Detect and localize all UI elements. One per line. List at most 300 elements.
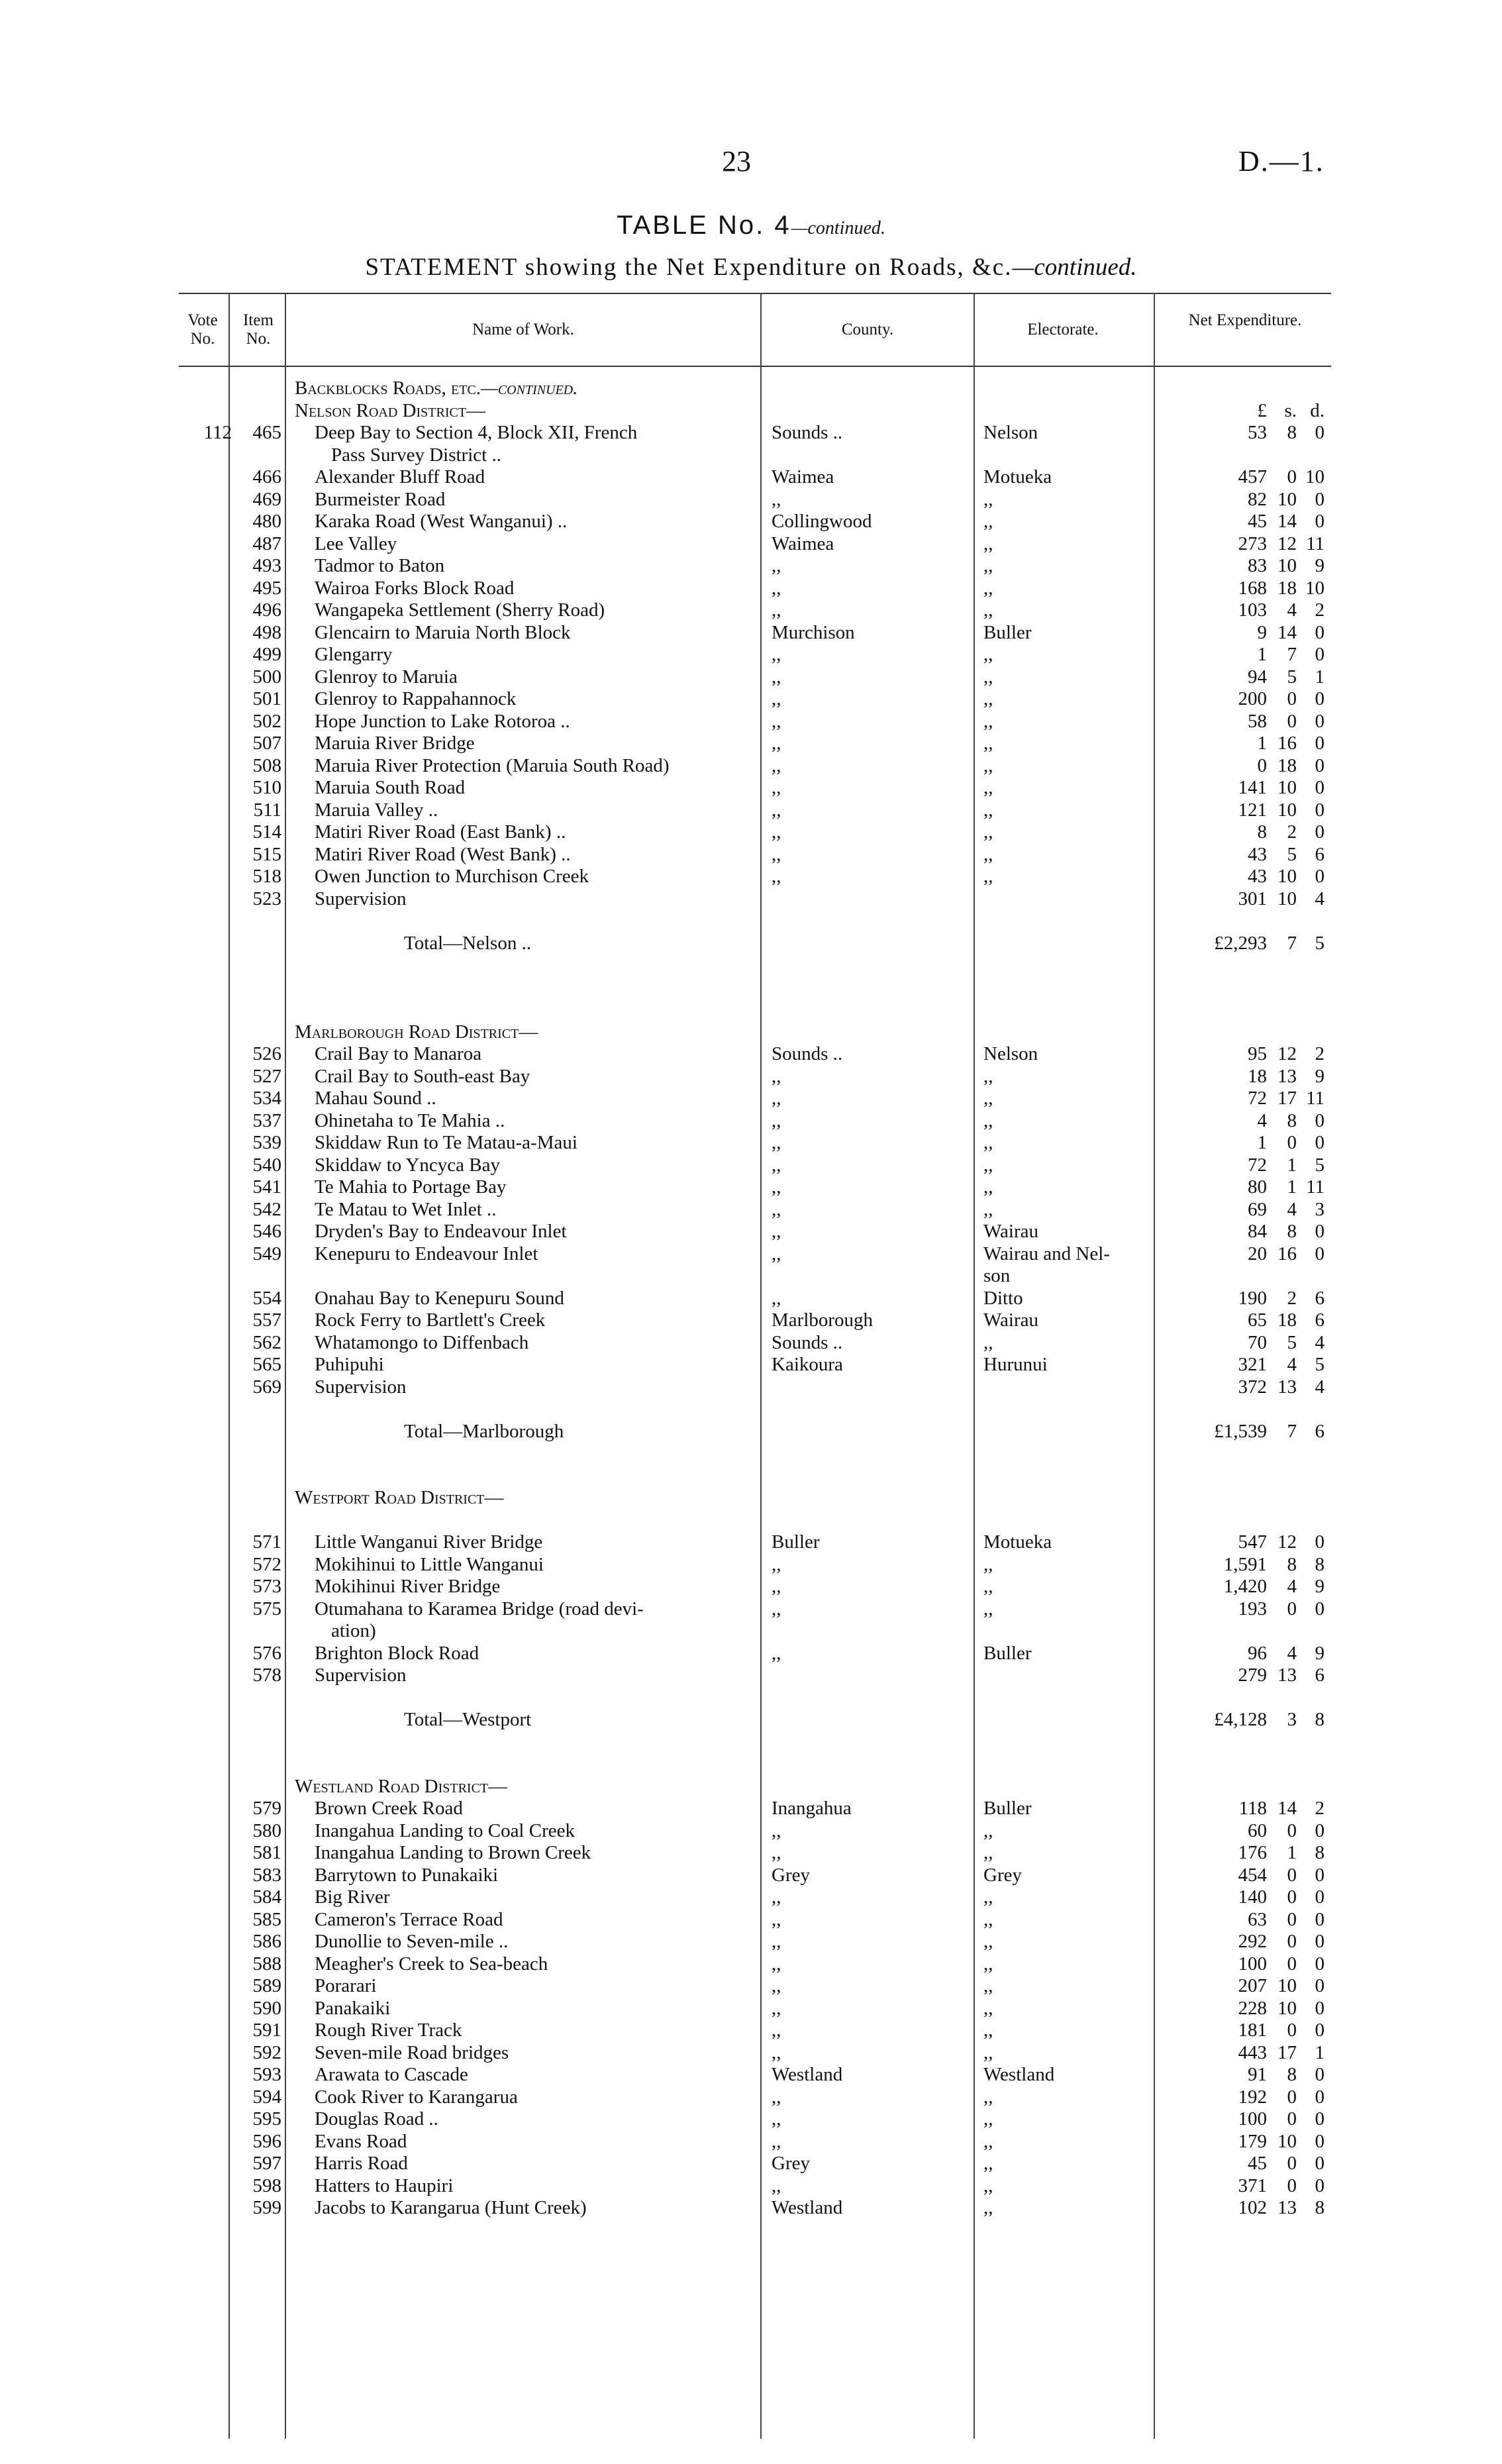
work-name: Owen Junction to Murchison Creek [315,866,589,887]
section-heading: Westland Road District— [295,1775,508,1797]
work-name: Pass Survey District .. [331,444,501,466]
table-row [179,844,1331,866]
pounds-value: 100 [1238,2108,1267,2130]
pounds-value: £4,128 [1214,1709,1267,1730]
county-cell: ,, [772,2041,781,2063]
shillings-value: 10 [1277,555,1297,576]
item-number: 588 [252,1953,281,1975]
pounds-value: 140 [1238,1886,1267,1908]
shillings-value: 0 [1287,1864,1297,1886]
electorate-cell: ,, [983,1553,993,1575]
county-cell: Waimea [772,533,834,554]
shillings-value: 4 [1287,599,1297,621]
pence-value: 0 [1315,1109,1325,1131]
pence-value: 0 [1315,2108,1325,2130]
net-expenditure-cell [1192,866,1325,888]
table-row [179,578,1331,599]
item-number: 586 [252,1931,281,1952]
table-row [179,755,1331,777]
net-expenditure-cell [1192,422,1325,444]
table-title [0,211,1502,240]
county-cell: Kaikoura [772,1354,843,1375]
pence-value: 4 [1315,1331,1325,1353]
county-cell: ,, [772,843,781,865]
pence-value: 0 [1315,754,1325,776]
table-row [179,1088,1331,1109]
pence-value: 0 [1315,1931,1325,1952]
pence-value: 0 [1315,422,1325,443]
item-number: 593 [252,2064,281,2085]
work-name: Little Wanganui River Bridge [315,1531,543,1553]
table-row [179,1842,1331,1864]
pounds-value: 321 [1238,1354,1267,1375]
table-row [179,444,1331,466]
item-number: 572 [252,1553,281,1575]
county-cell: ,, [772,1997,781,2019]
work-name: Supervision [315,888,407,909]
electorate-cell: ,, [983,754,993,776]
county-cell: ,, [772,1576,781,1597]
pence-value: 2 [1315,1798,1325,1819]
electorate-cell: Ditto [983,1287,1023,1309]
pounds-value: 292 [1238,1931,1267,1952]
pounds-value: 69 [1248,1198,1267,1220]
shillings-value: 0 [1287,1953,1297,1975]
section-heading-row [179,1021,1331,1043]
net-expenditure-cell [1192,1665,1325,1686]
county-cell: ,, [772,1287,781,1309]
item-number: 534 [252,1088,281,1109]
work-name: Burmeister Road [315,488,446,510]
pounds-value: 95 [1248,1043,1267,1064]
shillings-value: 8 [1287,422,1297,443]
work-name: Barrytown to Punakaiki [315,1864,499,1886]
pounds-value: 192 [1238,2086,1267,2108]
item-number: 585 [252,1908,281,1930]
section-heading-row [179,378,1331,399]
item-number: 580 [252,1820,281,1841]
item-number: 590 [252,1997,281,2019]
pence-value: 2 [1315,599,1325,621]
table-row [179,2197,1331,2219]
net-expenditure-cell [1192,1709,1325,1731]
electorate-cell: ,, [983,1820,993,1841]
pence-value: 0 [1315,621,1325,643]
pounds-value: 193 [1238,1598,1267,1619]
spacer-row [179,1510,1331,1531]
table-row [179,599,1331,621]
pence-value: 10 [1305,466,1325,488]
electorate-cell: ,, [983,821,993,843]
net-expenditure-cell [1192,1421,1325,1443]
county-cell: ,, [772,866,781,887]
item-number: 480 [252,511,281,532]
table-row [179,2131,1331,2153]
work-name: Matiri River Road (East Bank) .. [315,821,566,843]
pence-value: 0 [1315,2130,1325,2152]
net-expenditure-cell [1192,1576,1325,1598]
item-number: 546 [252,1221,281,1242]
item-number: 557 [252,1309,281,1331]
pounds-value: 547 [1238,1531,1267,1553]
work-name: Onahau Bay to Kenepuru Sound [315,1287,564,1309]
electorate-cell: ,, [983,843,993,865]
pence-value: 9 [1315,1642,1325,1664]
work-name: Dunollie to Seven-mile .. [315,1931,509,1952]
net-expenditure-cell [1192,1598,1325,1620]
pounds-value: 179 [1238,2130,1267,2152]
shillings-value: 18 [1277,1309,1297,1331]
table-row [179,1975,1331,1997]
item-number: 554 [252,1287,281,1309]
shillings-value: 13 [1277,1376,1297,1398]
work-name: Cook River to Karangarua [315,2086,518,2108]
pounds-value: 1 [1257,1132,1267,1153]
pence-value: 0 [1315,688,1325,709]
electorate-cell: ,, [983,2108,993,2130]
net-expenditure-cell [1192,1953,1325,1975]
shillings-value: 7 [1287,1420,1297,1442]
pounds-value: 96 [1248,1642,1267,1664]
shillings-value: 14 [1277,1798,1297,1819]
net-expenditure-cell [1192,1199,1325,1221]
electorate-cell: ,, [983,1154,993,1176]
electorate-cell: ,, [983,1576,993,1597]
net-expenditure-cell [1192,1243,1325,1265]
pence-value: 0 [1315,1243,1325,1264]
pounds-value: 43 [1248,843,1267,865]
shillings-value: 8 [1287,1109,1297,1131]
pence-value: 0 [1315,821,1325,843]
pence-value: 5 [1315,932,1325,954]
pence-value: 0 [1315,777,1325,798]
net-expenditure-cell [1192,511,1325,533]
county-cell: ,, [772,1132,781,1153]
table-title-continued: —continued. [791,218,885,238]
work-name: Rough River Track [315,2020,462,2041]
pounds-value: 4 [1257,1109,1267,1131]
pounds-value: 176 [1238,1842,1267,1863]
county-cell: Grey [772,2153,810,2174]
pounds-value: 20 [1248,1243,1267,1264]
county-cell: Waimea [772,466,834,488]
pence-value: 8 [1315,2197,1325,2218]
work-name: Crail Bay to Manaroa [315,1043,482,1064]
table-row [179,2175,1331,2197]
table-row [179,489,1331,511]
county-cell: Murchison [772,621,855,643]
spacer-row [179,1731,1331,1753]
pounds-value: 94 [1248,666,1267,688]
section-heading: Backblocks Roads, etc.—continued. [295,378,578,399]
pounds-value: 83 [1248,555,1267,576]
shillings-value: 14 [1277,621,1297,643]
shillings-value: 10 [1277,866,1297,887]
pounds-value: 53 [1248,422,1267,443]
work-name: Glengarry [315,644,393,665]
shillings-value: 1 [1287,1154,1297,1176]
pence-value: 0 [1315,866,1325,887]
net-expenditure-cell [1192,2064,1325,2086]
item-number: 578 [252,1665,281,1686]
table-row [179,1998,1331,2020]
pounds-value: 207 [1238,1975,1267,1996]
electorate-cell: Nelson [983,422,1038,443]
shillings-value: 10 [1277,1997,1297,2019]
county-cell: ,, [772,1243,781,1264]
work-name: Brown Creek Road [315,1798,463,1819]
net-expenditure-cell [1192,933,1325,954]
work-name: Skiddaw Run to Te Matau-a-Maui [315,1132,577,1153]
pounds-value: 72 [1248,1088,1267,1109]
county-cell: ,, [772,2108,781,2130]
shillings-value: 17 [1277,1088,1297,1109]
table-row [179,1110,1331,1132]
pounds-value: 372 [1238,1376,1267,1398]
item-number: 495 [252,577,281,599]
subtitle-main: STATEMENT showing the Net Expenditure on Roads, &c. [365,254,1013,281]
pounds-value: 200 [1238,688,1267,709]
net-expenditure-cell [1192,1221,1325,1243]
work-name: Inangahua Landing to Brown Creek [315,1842,591,1863]
electorate-cell: ,, [983,511,993,532]
item-number: 511 [253,799,281,821]
pounds-value: 121 [1238,799,1267,821]
table-row [179,799,1331,821]
spacer-row [179,1398,1331,1420]
section-heading-row [179,1487,1331,1509]
shillings-value: 12 [1277,1043,1297,1064]
county-cell: ,, [772,2130,781,2152]
net-expenditure-cell [1192,555,1325,577]
net-expenditure-cell [1192,1909,1325,1931]
item-number: 569 [252,1376,281,1398]
shillings-value: 10 [1277,2130,1297,2152]
county-cell: ,, [772,1088,781,1109]
col-header-name: Name of Work. [472,321,574,338]
electorate-cell: ,, [983,2130,993,2152]
shillings-value: 2 [1287,1287,1297,1309]
item-number: 594 [252,2086,281,2108]
county-cell: ,, [772,577,781,599]
work-name: Te Matau to Wet Inlet .. [315,1198,497,1220]
pence-value: 0 [1315,2153,1325,2174]
shillings-value: 10 [1277,488,1297,510]
work-name: Ohinetaha to Te Mahia .. [315,1109,505,1131]
total-label: Total—Nelson .. [404,932,532,954]
net-expenditure-cell [1192,1376,1325,1398]
net-expenditure-cell [1192,2086,1325,2108]
shillings-value: 8 [1287,2064,1297,2085]
shillings-value: 16 [1277,1243,1297,1264]
pounds-value: 301 [1238,888,1267,909]
work-name: Deep Bay to Section 4, Block XII, French [315,422,638,443]
col-header-county: County. [841,321,894,338]
spacer-row [179,1753,1331,1775]
table-row [179,1043,1331,1065]
table-row [179,2064,1331,2086]
pence-value: 6 [1315,1420,1325,1442]
net-expenditure-cell [1192,888,1325,910]
net-expenditure-cell [1192,1043,1325,1065]
net-expenditure-cell [1192,1088,1325,1109]
electorate-cell: Grey [983,1864,1022,1886]
electorate-cell: ,, [983,1598,993,1619]
item-number: 501 [252,688,281,709]
item-number: 510 [252,777,281,798]
pence-value: 5 [1315,1154,1325,1176]
work-name: Supervision [315,1376,407,1398]
table-row [179,511,1331,533]
net-expenditure-cell [1192,733,1325,754]
spacer-row [179,977,1331,999]
pounds-value: 65 [1248,1309,1267,1331]
table-row [179,1354,1331,1376]
net-expenditure-cell [1192,599,1325,621]
net-expenditure-cell [1192,1931,1325,1953]
pounds-value: 279 [1238,1665,1267,1686]
pounds-value: 141 [1238,777,1267,798]
work-name: Glencairn to Maruia North Block [315,621,571,643]
pounds-value: 103 [1238,599,1267,621]
table-row [179,1576,1331,1598]
pence-value: 0 [1315,799,1325,821]
net-expenditure-cell [1192,1798,1325,1820]
table-row [179,1909,1331,1931]
pence-value: 6 [1315,1309,1325,1331]
item-number: 599 [252,2197,281,2218]
item-number: 469 [252,488,281,510]
shillings-value: 0 [1287,710,1297,732]
electorate-cell: ,, [983,799,993,821]
pence-value: 8 [1315,1842,1325,1863]
section-heading-row [179,400,1331,422]
pence-value: 4 [1315,1376,1325,1398]
county-cell: ,, [772,799,781,821]
county-cell: ,, [772,1176,781,1198]
electorate-cell: ,, [983,2020,993,2041]
total-label: Total—Westport [404,1709,532,1730]
pence-value: 0 [1315,1997,1325,2019]
shillings-value: 13 [1277,1665,1297,1686]
work-name: Seven-mile Road bridges [315,2041,509,2063]
table-row [179,1865,1331,1886]
spacer-row [179,1465,1331,1487]
table-row [179,1665,1331,1686]
shillings-value: 4 [1287,1354,1297,1375]
pounds-value: 72 [1248,1154,1267,1176]
pounds-value: 190 [1238,1287,1267,1309]
pence-value: 6 [1315,843,1325,865]
table-row [179,1221,1331,1243]
item-number: 565 [252,1354,281,1375]
county-cell: Inangahua [772,1798,852,1819]
electorate-cell: ,, [983,2175,993,2196]
shillings-value: 17 [1277,2041,1297,2063]
pounds-value: 371 [1238,2175,1267,2196]
pence-value: 8 [1315,1709,1325,1730]
table-row [179,1931,1331,1953]
header-top-rule [179,293,1331,294]
electorate-cell: ,, [983,733,993,754]
pounds-value: 82 [1248,488,1267,510]
shillings-value: 4 [1287,1576,1297,1597]
vote-number: 112 [203,422,232,443]
county-cell: ,, [772,2175,781,2196]
work-name: Supervision [315,1665,407,1686]
work-name: Douglas Road .. [315,2108,438,2130]
shillings-value: 10 [1277,799,1297,821]
electorate-cell: ,, [983,2197,993,2218]
work-name: Glenroy to Rappahannock [315,688,517,709]
table-row [179,2153,1331,2175]
electorate-cell: Motueka [983,1531,1052,1553]
col-header-item: Item No. [243,311,274,348]
net-expenditure-cell [1192,1975,1325,1997]
net-expenditure-cell [1192,1842,1325,1864]
col-header-net-expenditure: Net Expenditure. [1188,311,1302,329]
electorate-cell: Buller [983,621,1032,643]
net-expenditure-cell [1192,711,1325,733]
item-number: 502 [252,710,281,732]
work-name: Mokihinui River Bridge [315,1576,501,1597]
shillings-value: 18 [1277,754,1297,776]
work-name: Otumahana to Karamea Bridge (road devi- [315,1598,644,1619]
county-cell: ,, [772,1553,781,1575]
item-number: 498 [252,621,281,643]
electorate-cell: ,, [983,1176,993,1198]
item-number: 581 [252,1842,281,1863]
table-row [179,1798,1331,1820]
electorate-cell: Westland [983,2064,1055,2085]
item-number: 527 [252,1065,281,1087]
pounds-value: 43 [1248,866,1267,887]
pence-value: 0 [1315,511,1325,532]
item-number: 583 [252,1864,281,1886]
pence-value: 0 [1315,1132,1325,1153]
work-name: Mokihinui to Little Wanganui [315,1553,544,1575]
county-cell: ,, [772,2086,781,2108]
work-name: Rock Ferry to Bartlett's Creek [315,1309,546,1331]
electorate-cell: ,, [983,1109,993,1131]
item-number: 514 [252,821,281,843]
pence-value: 0 [1315,644,1325,665]
shillings-value: 2 [1287,821,1297,843]
pence-value: 0 [1315,1531,1325,1553]
county-cell: ,, [772,488,781,510]
col-header-vote: Vote No. [187,311,218,348]
county-cell: Sounds .. [772,1331,843,1353]
work-name: Karaka Road (West Wanganui) .. [315,511,568,532]
pence-value: 0 [1315,1886,1325,1908]
pounds-value: £2,293 [1214,932,1267,954]
electorate-cell: ,, [983,1132,993,1153]
pence-value: 11 [1306,1176,1325,1198]
work-name: Tadmor to Baton [315,555,445,576]
table-row [179,2086,1331,2108]
pounds-value: 443 [1238,2041,1267,2063]
pounds-value: 9 [1257,621,1267,643]
work-name: Alexander Bluff Road [315,466,485,488]
pounds-value: 1,420 [1223,1576,1267,1597]
shillings-value: 12 [1277,533,1297,554]
shillings-value: 5 [1287,666,1297,688]
net-expenditure-cell [1192,1354,1325,1376]
pence-value: d. [1310,399,1325,421]
pence-value: 1 [1315,666,1325,688]
county-cell: ,, [772,555,781,576]
table-row [179,1309,1331,1331]
